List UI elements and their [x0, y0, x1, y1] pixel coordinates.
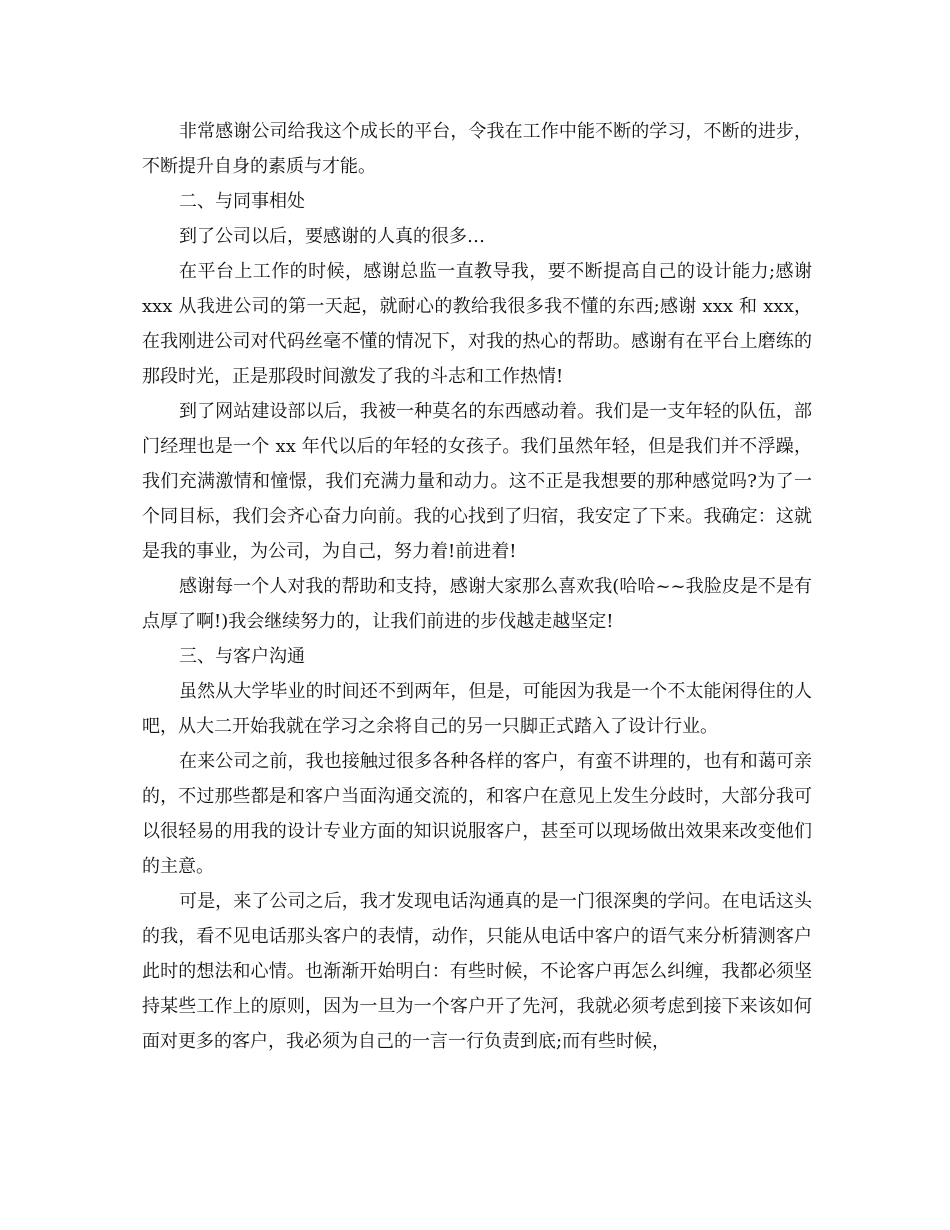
section-heading-clients: 三、与客户沟通 [179, 646, 305, 667]
paragraph-platform-work: 在平台上工作的时候，感谢总监一直教导我，要不断提高自己的设计能力;感谢 xxx 从我进公司的第一天起，就耐心的教给我很多我不懂的东西;感谢 xxx 和 xxx，在我刚进公司对代码丝毫不懂的情况下，对我的热心的帮助。感谢有在平台上磨练的那段时光，正是那段时间激发了我的斗志和工作热情! [142, 261, 812, 387]
paragraph-gratitude-platform: 非常感谢公司给我这个成长的平台，令我在工作中能不断的学习，不断的进步，不断提升自身的素质与才能。 [142, 121, 812, 177]
paragraph-thanks-many: 到了公司以后，要感谢的人真的很多… [179, 226, 485, 247]
document-body [142, 114, 812, 1059]
paragraph-thanks-everyone: 感谢每一个人对我的帮助和支持，感谢大家那么喜欢我(哈哈~~我脸皮是不是有点厚了啊!)我会继续努力的，让我们前进的步伐越走越坚定! [142, 576, 812, 632]
paragraph-phone-communication: 可是，来了公司之后，我才发现电话沟通真的是一门很深奥的学问。在电话这头的我，看不见电话那头客户的表情，动作，只能从电话中客户的语气来分析猜测客户此时的想法和心情。也渐渐开始明白：有些时候，不论客户再怎么纠缠，我都必须坚持某些工作上的原则，因为一旦为一个客户开了先河，我就必须考虑到接下来该如何面对更多的客户，我必须为自己的一言一行负责到底;而有些时候， [142, 891, 812, 1052]
paragraph-university: 虽然从大学毕业的时间还不到两年，但是，可能因为我是一个不太能闲得住的人吧，从大二开始我就在学习之余将自己的另一只脚正式踏入了设计行业。 [142, 681, 812, 737]
section-heading-colleagues: 二、与同事相处 [179, 191, 305, 212]
paragraph-before-company: 在来公司之前，我也接触过很多各种各样的客户，有蛮不讲理的，也有和蔼可亲的，不过那些都是和客户当面沟通交流的，和客户在意见上发生分歧时，大部分我可以很轻易的用我的设计专业方面的知识说服客户，甚至可以现场做出效果来改变他们的主意。 [142, 751, 812, 877]
paragraph-website-department: 到了网站建设部以后，我被一种莫名的东西感动着。我们是一支年轻的队伍，部门经理也是一个 xx 年代以后的年轻的女孩子。我们虽然年轻，但是我们并不浮躁，我们充满激情和憧憬，我们充满力量和动力。这不正是我想要的那种感觉吗?为了一个同目标，我们会齐心奋力向前。我的心找到了归宿，我安定了下来。我确定：这就是我的事业，为公司，为自己，努力着!前进着! [142, 401, 812, 562]
